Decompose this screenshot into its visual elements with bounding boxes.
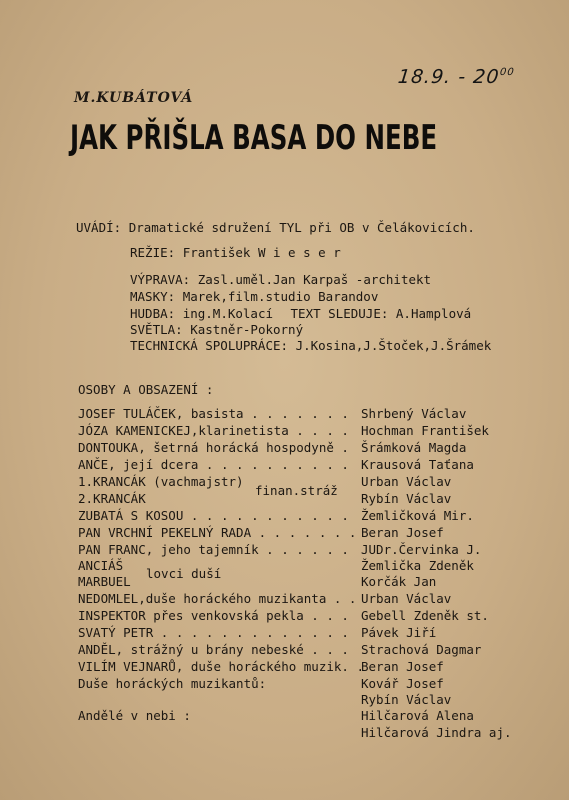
cast-row: ANCIÁŠ Žemlička Zdeněk [78,558,474,573]
cast-row: ANČE, její dcera . . . . . . . . . . Krausová Taťana [78,457,474,472]
cast-row: PAN VRCHNÍ PEKELNÝ RADA . . . . . . . Beran Josef [78,525,444,540]
credit-scenery: VÝPRAVA: Zasl.uměl.Jan Karpaš -architekt [130,272,432,287]
cast-row: Duše horáckých muzikantů: Kovář Josef [78,676,444,691]
author-name: M.KUBÁTOVÁ [74,90,194,106]
cast-row: Andělé v nebi : Hilčarová Alena [78,708,474,723]
cast-row: 2.KRANCÁK Rybín Václav [78,491,452,506]
credit-music: HUDBA: ing.M.Kolací TEXT SLEDUJE: A.Hamplová [130,306,472,321]
cast-row: SVATÝ PETR . . . . . . . . . . . . . Pávek Jiří [78,625,437,640]
cast-row: MARBUEL Korčák Jan [78,574,437,589]
cast-row: JÓZA KAMENICKEJ,klarinetista . . . . Hochman František [78,423,489,438]
cast-row: NEDOMLEL,duše horáckého muzikanta . . Urban Václav [78,591,452,606]
cast-row: Hilčarová Jindra aj. [361,725,512,740]
cast-row: PAN FRANC, jeho tajemník . . . . . . JUDr.Červinka J. [78,542,482,557]
play-title: JAK PŘIŠLA BASA DO NEBE [70,118,438,158]
cast-row: 1.KRANCÁK (vachmajstr) Urban Václav [78,474,452,489]
cast-row: ANDĚL, strážný u brány nebeské . . . Strachová Dagmar [78,642,482,657]
krancak-group-note: finan.stráž [255,483,338,498]
cast-row: ZUBATÁ S KOSOU . . . . . . . . . . . Žemličková Mir. [78,508,474,523]
cast-row: INSPEKTOR přes venkovská pekla . . . Gebell Zdeněk st. [78,608,489,623]
credit-lights: SVĚTLA: Kastněr-Pokorný [130,322,304,337]
credit-presented-by: UVÁDÍ: Dramatické sdružení TYL při OB v Čelákovicích. [76,220,475,235]
cast-row: JOSEF TULÁČEK, basista . . . . . . . Shrbený Václav [78,406,467,421]
credit-technical: TECHNICKÁ SPOLUPRÁCE: J.Kosina,J.Štoček,J.Šrámek [130,338,492,353]
credit-director: REŽIE: František W i e s e r [130,245,341,260]
cast-heading: OSOBY A OBSAZENÍ : [78,382,214,397]
cast-row: Rybín Václav [361,692,452,707]
handwritten-date: 18.9. - $20^{00}$ [396,66,516,88]
credit-makeup: MASKY: Marek,film.studio Barandov [130,289,379,304]
cast-row: VILÍM VEJNARŮ, duše horáckého muzik. . Beran Josef [78,659,444,674]
lovci-group-note: lovci duší [146,566,222,581]
cast-row: DONTOUKA, šetrná horácká hospodyně . Šrámková Magda [78,440,467,455]
